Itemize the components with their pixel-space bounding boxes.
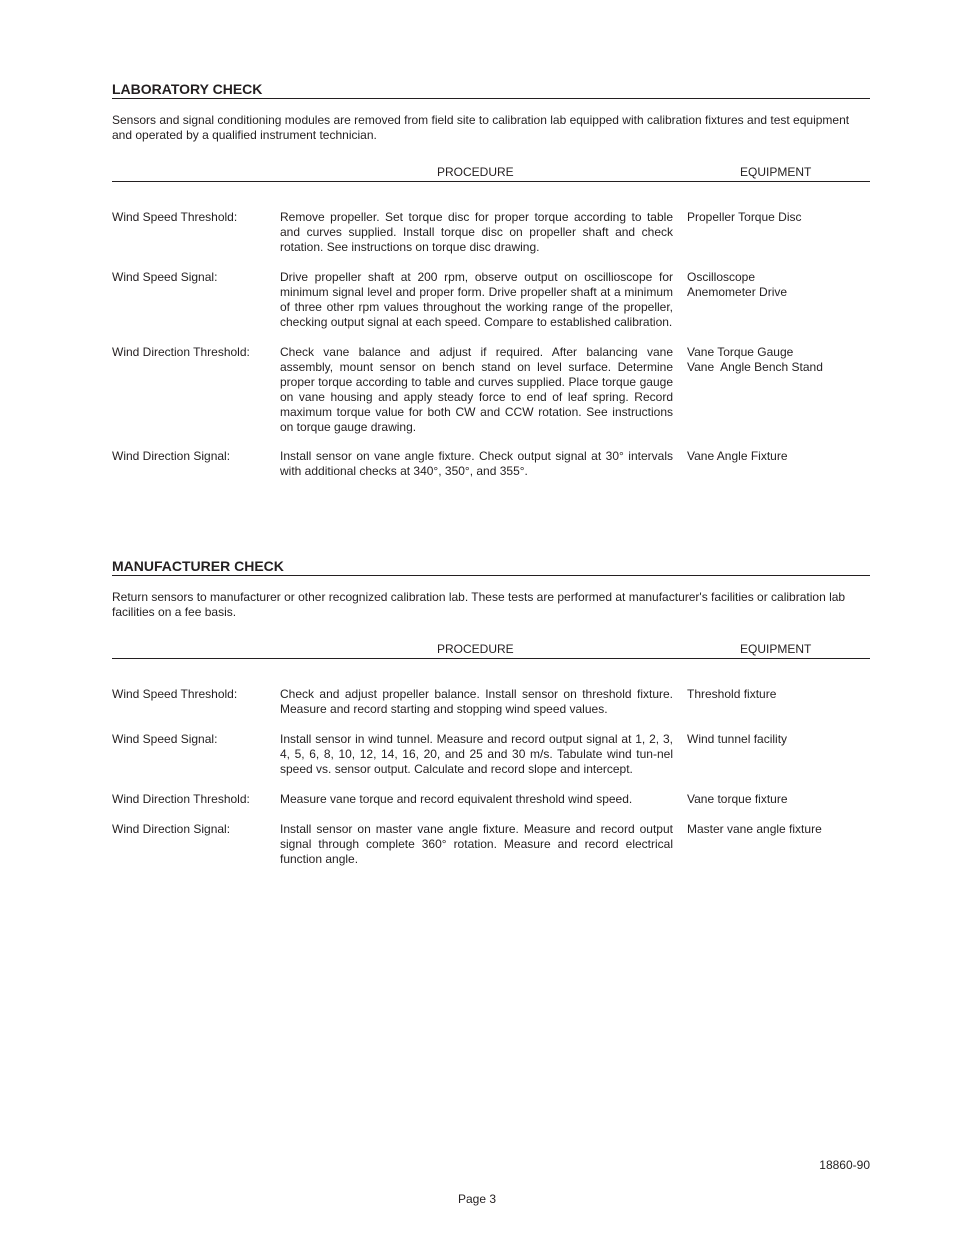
equipment-item: Oscilloscope	[687, 270, 756, 284]
procedure-text: Drive propeller shaft at 200 rpm, observe output on oscillioscope for minimum signal level and proper form. Drive propeller shaft at a minimum of three other rpm values throughout the working range of the propeller, checking output signal at each speed. Compare to established calibration.	[280, 270, 673, 329]
equipment-list	[687, 732, 872, 747]
mfr-intro: Return sensors to manufacturer or other recognized calibration lab. These tests are performed at manufacturer's facilities or calibration lab facilities on a fee basis.	[112, 590, 846, 619]
check-name: Wind Speed Threshold:	[112, 210, 238, 224]
equipment-item: Threshold fixture	[687, 687, 777, 701]
equipment-item: Vane torque fixture	[687, 792, 788, 806]
check-name: Wind Speed Signal:	[112, 732, 218, 746]
equipment-item: Wind tunnel facility	[687, 732, 788, 746]
document-number: 18860-90	[819, 1158, 870, 1172]
procedure-text: Install sensor in wind tunnel. Measure and record output signal at 1, 2, 3, 4, 5, 6, 8, 10, 12, 14, 16, 20, and 25 and 30 m/s. Tabulate wind tun-nel speed vs. sensor output. Calculate and record slope and intercept.	[280, 732, 673, 776]
check-name: Wind Speed Signal:	[112, 270, 218, 284]
equipment-item: Vane Angle Bench Stand	[687, 360, 823, 374]
check-name: Wind Direction Threshold:	[112, 792, 250, 806]
equipment-item: Master vane angle fixture	[687, 822, 822, 836]
check-name: Wind Direction Signal:	[112, 822, 231, 836]
procedure-text: Check vane balance and adjust if required. After balancing vane assembly, mount sensor on bench stand on level surface. Determine proper torque according to table and curves supplied. Place torque gauge on vane housing and apply steady force to end of leaf spring. Record maximum torque value for both CW and CCW rotation. See instructions on torque gauge drawing.	[280, 345, 673, 434]
check-name: Wind Direction Signal:	[112, 449, 231, 463]
lab-column-header	[112, 165, 870, 182]
equipment-item: Vane Angle Fixture	[687, 449, 788, 463]
procedure-text: Install sensor on master vane angle fixture. Measure and record output signal through complete 360° rotation. Measure and record electrical function angle.	[280, 822, 673, 866]
equipment-item: Propeller Torque Disc	[687, 210, 802, 224]
lab-section-title: LABORATORY CHECK	[112, 81, 870, 99]
equipment-list	[687, 687, 872, 702]
procedure-text: Measure vane torque and record equivalent threshold wind speed.	[280, 792, 633, 806]
procedure-text: Remove propeller. Set torque disc for proper torque according to table and curves supplied. Install torque disc on propeller shaft and check rotation. See instructions on torque disc drawing.	[280, 210, 673, 254]
mfr-section-title: MANUFACTURER CHECK	[112, 558, 870, 576]
equipment-header: EQUIPMENT	[740, 165, 812, 179]
equipment-item: Anemometer Drive	[687, 285, 788, 299]
mfr-column-header	[112, 642, 870, 659]
equipment-list	[687, 270, 872, 300]
equipment-list	[687, 449, 872, 464]
equipment-item: Vane Torque Gauge	[687, 345, 794, 359]
procedure-header: PROCEDURE	[437, 165, 514, 179]
equipment-list	[687, 345, 872, 375]
equipment-list	[687, 822, 872, 837]
check-name: Wind Speed Threshold:	[112, 687, 238, 701]
procedure-text: Install sensor on vane angle fixture. Check output signal at 30° intervals with additional checks at 340°, 350°, and 355°.	[280, 449, 673, 478]
page-number: Page 3	[457, 1192, 497, 1206]
check-name: Wind Direction Threshold:	[112, 345, 250, 359]
procedure-header: PROCEDURE	[437, 642, 514, 656]
equipment-header: EQUIPMENT	[740, 642, 812, 656]
equipment-list	[687, 792, 872, 807]
equipment-list	[687, 210, 872, 225]
lab-intro: Sensors and signal conditioning modules are removed from field site to calibration lab equipped with calibration fixtures and test equipment and operated by a qualified instrument technician.	[112, 113, 850, 142]
procedure-text: Check and adjust propeller balance. Install sensor on threshold fixture. Measure and record starting and stopping wind speed values.	[280, 687, 673, 716]
